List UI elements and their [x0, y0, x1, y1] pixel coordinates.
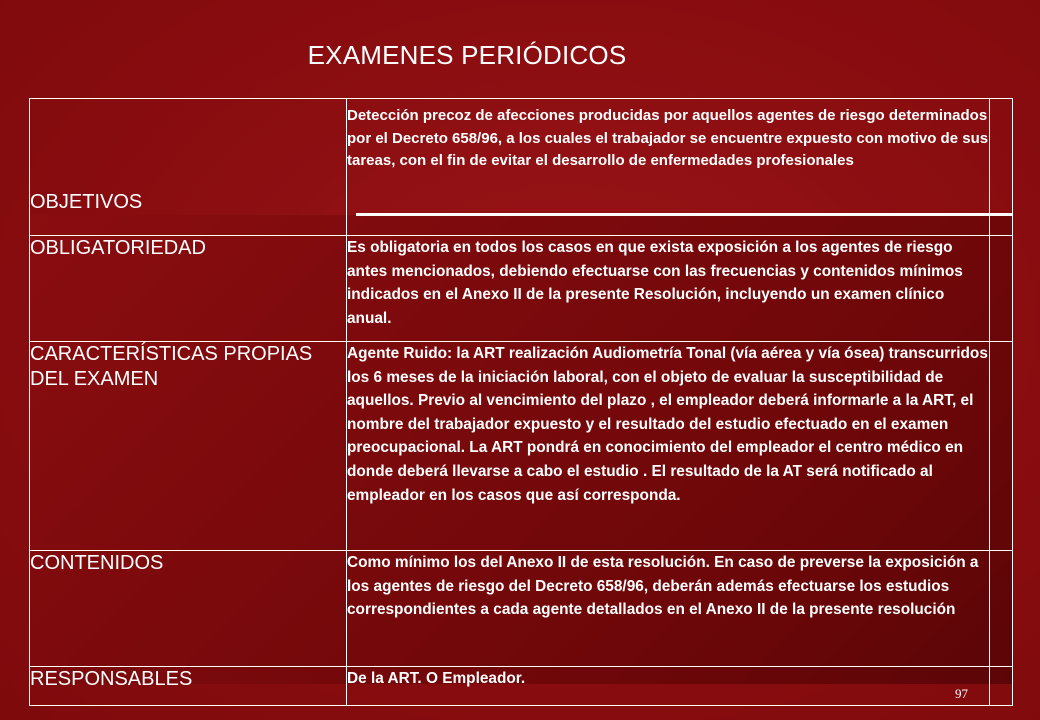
row-spacer: [990, 342, 1013, 551]
table-row: [30, 342, 1013, 551]
table-row: [30, 551, 1013, 667]
row-text: Agente Ruido: la ART realización Audiometría Tonal (vía aérea y vía ósea) transcurridos los 6 meses de la iniciación laboral, con el objeto de evaluar la susceptibilidad de aquellos. Previo al vencimiento del plazo , el empleador deberá informarle a la ART, el nombre del trabajador expuesto y el resultado del estudio efectuado en el examen preocupacional. La ART pondrá en conocimiento del empleador el centro médico en donde deberá llevarse a cabo el estudio . El resultado de la AT será notificado al empleador en los casos que así corresponda.: [347, 342, 990, 551]
row-label: OBJETIVOS: [30, 99, 347, 236]
row-label: OBLIGATORIEDAD: [30, 236, 347, 342]
row-text: De la ART. O Empleador.: [347, 667, 990, 706]
row-spacer: [990, 667, 1013, 706]
row-text: Es obligatoria en todos los casos en que exista exposición a los agentes de riesgo antes mencionados, debiendo efectuarse con las frecuencias y contenidos mínimos indicados en el Anexo II de la presente Resolución, incluyendo un examen clínico anual.: [347, 236, 990, 342]
row-label: RESPONSABLES: [30, 667, 347, 706]
row-spacer: [990, 236, 1013, 342]
table-row: [30, 236, 1013, 342]
page-number: 97: [955, 686, 968, 701]
row-spacer: [990, 551, 1013, 667]
row-text: Como mínimo los del Anexo II de esta resolución. En caso de preverse la exposición a los agentes de riesgo del Decreto 658/96, deberán además efectuarse los estudios correspondientes a cada agente detallados en el Anexo II de la presente resolución: [347, 551, 990, 667]
table-row: [30, 667, 1013, 706]
row-label: CARACTERÍSTICAS PROPIAS DEL EXAMEN: [30, 342, 347, 551]
exam-table: [29, 98, 1013, 706]
row-text: Detección precoz de afecciones producidas por aquellos agentes de riesgo determinados por el Decreto 658/96, a los cuales el trabajador se encuentre expuesto con motivo de sus tareas, con el fin de evitar el desarrollo de enfermedades profesionales: [347, 99, 990, 236]
row-divider-accent: [356, 213, 1013, 216]
slide-title: EXAMENES PERIÓDICOS: [307, 40, 627, 70]
row-label: CONTENIDOS: [30, 551, 347, 667]
